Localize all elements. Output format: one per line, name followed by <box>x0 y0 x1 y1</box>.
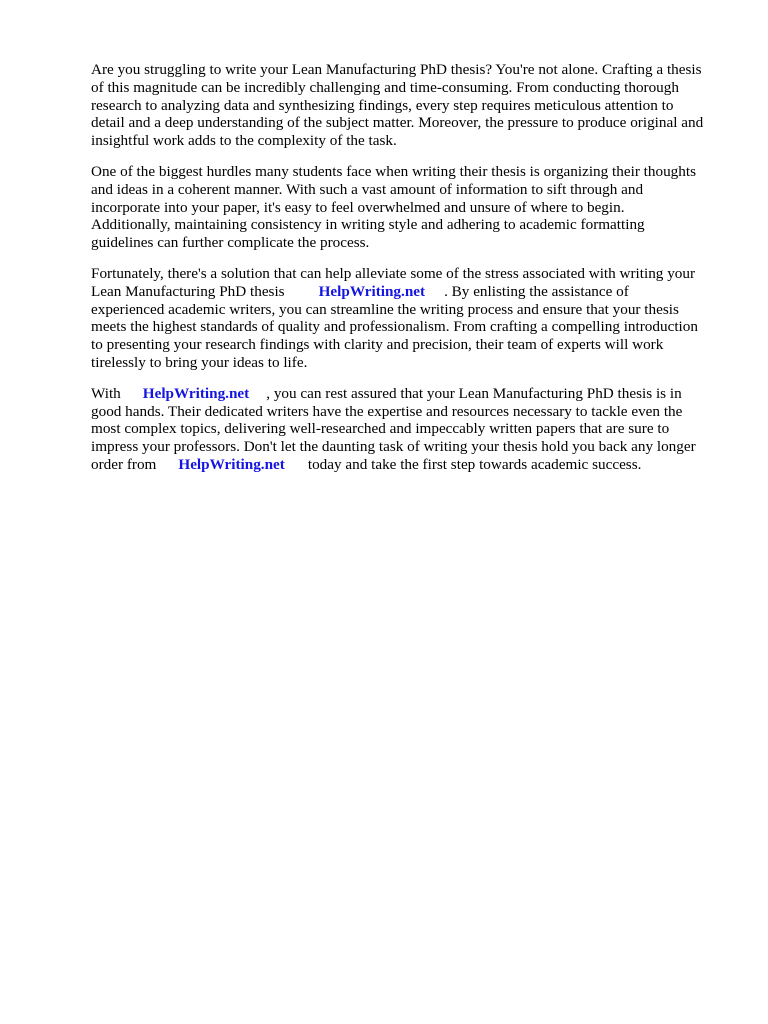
paragraph-solution <box>91 265 731 372</box>
text-line: insightful work adds to the complexity of the task. <box>91 132 397 150</box>
text-segment: Lean Manufacturing PhD thesis <box>91 282 285 300</box>
text-line: guidelines can further complicate the process. <box>91 234 370 252</box>
text-line: experienced academic writers, you can streamline the writing process and ensure that your thesis <box>91 300 679 318</box>
text-line: tirelessly to bring your ideas to life. <box>91 353 308 371</box>
helpwriting-link[interactable]: HelpWriting.net <box>318 282 426 300</box>
text-line: impress your professors. Don't let the daunting task of writing your thesis hold you back any longer <box>91 438 696 456</box>
text-segment: , you can rest assured that your Lean Manufacturing PhD thesis is in <box>266 384 682 402</box>
text-line <box>91 456 731 474</box>
paragraph-hurdles <box>91 163 731 252</box>
helpwriting-link[interactable]: HelpWriting.net <box>142 384 250 402</box>
text-line: of this magnitude can be incredibly challenging and time-consuming. From conducting thorough <box>91 78 679 96</box>
text-line: research to analyzing data and synthesizing findings, every step requires meticulous attention to <box>91 96 674 114</box>
text-segment: . By enlisting the assistance of <box>444 282 629 300</box>
text-line: One of the biggest hurdles many students face when writing their thesis is organizing their thoughts <box>91 162 696 180</box>
paragraph-closing <box>91 385 731 474</box>
text-line: to presenting your research findings with clarity and precision, their team of experts will work <box>91 336 664 354</box>
text-line: good hands. Their dedicated writers have the expertise and resources necessary to tackle even the <box>91 402 683 420</box>
text-line: Additionally, maintaining consistency in writing style and adhering to academic formatting <box>91 216 645 234</box>
text-line: and ideas in a coherent manner. With such a vast amount of information to sift through and <box>91 180 644 198</box>
text-line: incorporate into your paper, it's easy to feel overwhelmed and unsure of where to begin. <box>91 198 625 216</box>
text-line: detail and a deep understanding of the subject matter. Moreover, the pressure to produce original and <box>91 114 704 132</box>
text-line <box>91 283 731 301</box>
helpwriting-link[interactable]: HelpWriting.net <box>178 455 285 473</box>
text-segment: order from <box>91 455 157 473</box>
text-line <box>91 385 731 403</box>
text-line: most complex topics, delivering well-researched and impeccably written papers that are sure to <box>91 420 670 438</box>
text-line: Are you struggling to write your Lean Manufacturing PhD thesis? You're not alone. Crafting a thesis <box>91 61 702 78</box>
text-segment: today and take the first step towards academic success. <box>307 455 642 473</box>
text-line: Fortunately, there's a solution that can help alleviate some of the stress associated with writing your <box>91 264 696 282</box>
text-segment: With <box>91 384 121 402</box>
paragraph-intro <box>91 61 731 150</box>
text-line: meets the highest standards of quality and professionalism. From crafting a compelling introduction <box>91 318 698 336</box>
document-body <box>91 61 731 487</box>
